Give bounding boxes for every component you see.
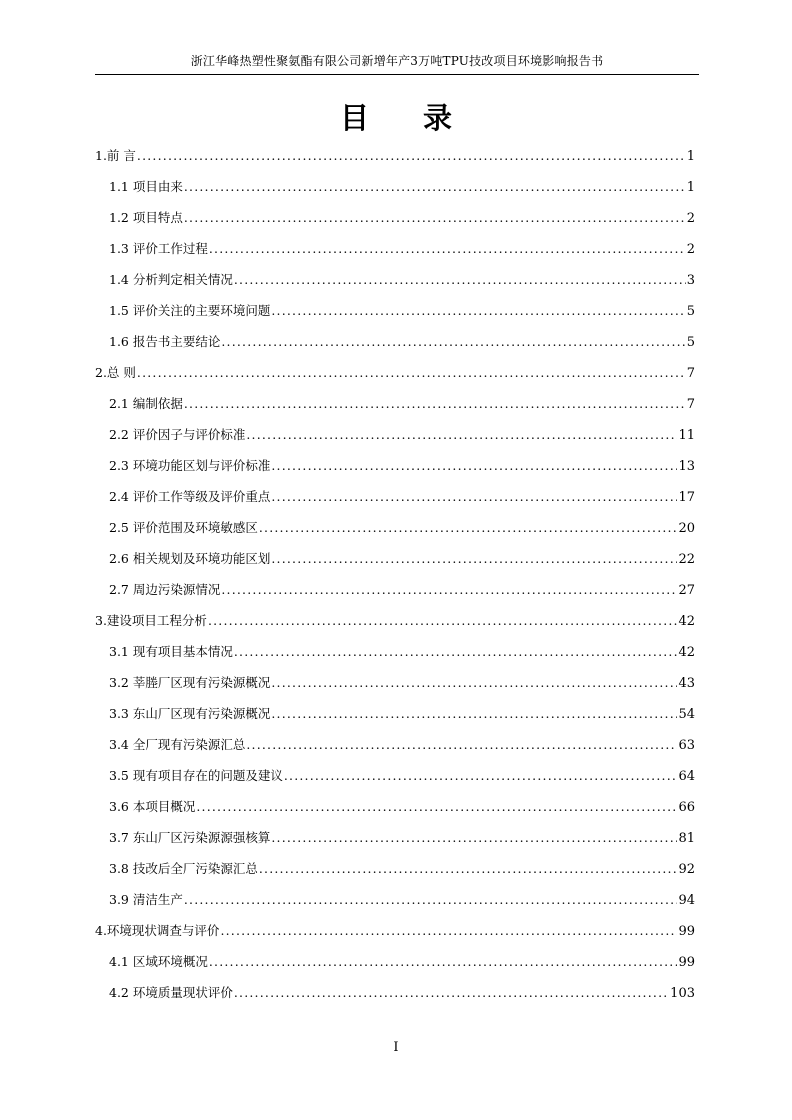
toc-entry-page: 7 bbox=[686, 366, 695, 381]
toc-entry[interactable] bbox=[95, 450, 695, 481]
toc-dot-leader bbox=[221, 574, 677, 605]
toc-entry-label: 1.3 评价工作过程 bbox=[109, 241, 208, 256]
toc-entry[interactable] bbox=[95, 915, 695, 946]
toc-dot-leader bbox=[246, 729, 677, 760]
toc-entry-page: 42 bbox=[678, 645, 695, 660]
header-divider bbox=[95, 74, 699, 75]
toc-entry-label: 2.2 评价因子与评价标准 bbox=[109, 427, 246, 442]
toc-entry[interactable] bbox=[95, 946, 695, 977]
toc-dot-leader bbox=[271, 295, 685, 326]
toc-entry-label: 2.3 环境功能区划与评价标准 bbox=[109, 458, 271, 473]
toc-dot-leader bbox=[271, 543, 677, 574]
toc-entry-page: 3 bbox=[686, 273, 695, 288]
toc-dot-leader bbox=[234, 977, 669, 1008]
toc-dot-leader bbox=[209, 946, 678, 977]
toc-dot-leader bbox=[184, 884, 678, 915]
toc-entry[interactable] bbox=[95, 481, 695, 512]
toc-entry-page: 63 bbox=[678, 738, 695, 753]
toc-entry-page: 43 bbox=[678, 676, 695, 691]
toc-entry[interactable] bbox=[95, 977, 695, 1008]
toc-entry-page: 99 bbox=[678, 924, 695, 939]
toc-entry-page: 1 bbox=[686, 180, 695, 195]
toc-entry[interactable] bbox=[95, 822, 695, 853]
toc-dot-leader bbox=[271, 822, 677, 853]
toc-dot-leader bbox=[137, 140, 686, 171]
toc-entry-label: 3.9 清洁生产 bbox=[109, 892, 183, 907]
toc-dot-leader bbox=[196, 791, 677, 822]
toc-entry-label: 2.4 评价工作等级及评价重点 bbox=[109, 489, 271, 504]
toc-entry-label: 3.4 全厂现有污染源汇总 bbox=[109, 737, 246, 752]
toc-dot-leader bbox=[221, 326, 685, 357]
toc-entry-page: 20 bbox=[678, 521, 695, 536]
toc-entry-page: 42 bbox=[678, 614, 695, 629]
toc-entry-label: 1.前 言 bbox=[95, 148, 136, 163]
toc-entry[interactable] bbox=[95, 729, 695, 760]
toc-entry[interactable] bbox=[95, 853, 695, 884]
toc-entry[interactable] bbox=[95, 698, 695, 729]
toc-entry[interactable] bbox=[95, 760, 695, 791]
toc-entry-page: 2 bbox=[686, 242, 695, 257]
toc-entry-label: 2.1 编制依据 bbox=[109, 396, 183, 411]
toc-entry-page: 103 bbox=[670, 986, 695, 1001]
toc-entry[interactable] bbox=[95, 388, 695, 419]
toc-dot-leader bbox=[234, 264, 686, 295]
toc-entry-label: 2.5 评价范围及环境敏感区 bbox=[109, 520, 258, 535]
toc-dot-leader bbox=[208, 605, 678, 636]
page-number: I bbox=[393, 1040, 399, 1055]
toc-entry[interactable] bbox=[95, 326, 695, 357]
toc-entry-page: 22 bbox=[678, 552, 695, 567]
toc-dot-leader bbox=[271, 667, 677, 698]
toc-entry[interactable] bbox=[95, 233, 695, 264]
toc-entry[interactable] bbox=[95, 636, 695, 667]
toc-dot-leader bbox=[209, 233, 686, 264]
toc-dot-leader bbox=[137, 357, 686, 388]
toc-entry-label: 2.6 相关规划及环境功能区划 bbox=[109, 551, 271, 566]
toc-dot-leader bbox=[246, 419, 677, 450]
toc-entry[interactable] bbox=[95, 140, 695, 171]
toc-entry-page: 64 bbox=[678, 769, 695, 784]
toc-entry-page: 92 bbox=[678, 862, 695, 877]
toc-entry-page: 81 bbox=[678, 831, 695, 846]
toc-entry-page: 66 bbox=[678, 800, 695, 815]
toc-entry[interactable] bbox=[95, 512, 695, 543]
toc-entry[interactable] bbox=[95, 574, 695, 605]
toc-dot-leader bbox=[284, 760, 678, 791]
toc-entry[interactable] bbox=[95, 295, 695, 326]
toc-entry-label: 1.6 报告书主要结论 bbox=[109, 334, 221, 349]
toc-entry-page: 54 bbox=[678, 707, 695, 722]
toc-entry-label: 3.2 莘塍厂区现有污染源概况 bbox=[109, 675, 271, 690]
toc-entry-label: 3.8 技改后全厂污染源汇总 bbox=[109, 861, 258, 876]
toc-entry[interactable] bbox=[95, 202, 695, 233]
toc-entry-label: 2.7 周边污染源情况 bbox=[109, 582, 221, 597]
toc-dot-leader bbox=[184, 388, 686, 419]
toc-entry[interactable] bbox=[95, 791, 695, 822]
toc-entry[interactable] bbox=[95, 605, 695, 636]
toc-entry-page: 5 bbox=[686, 304, 695, 319]
toc-entry-label: 4.1 区域环境概况 bbox=[109, 954, 208, 969]
toc-entry-label: 3.6 本项目概况 bbox=[109, 799, 196, 814]
toc-dot-leader bbox=[184, 171, 686, 202]
toc-entry-label: 1.1 项目由来 bbox=[109, 179, 183, 194]
toc-entry[interactable] bbox=[95, 171, 695, 202]
toc-entry-page: 99 bbox=[678, 955, 695, 970]
running-header: 浙江华峰热塑性聚氨酯有限公司新增年产3万吨TPU技改项目环境影响报告书 bbox=[190, 54, 604, 68]
toc-entry-label: 3.建设项目工程分析 bbox=[95, 613, 207, 628]
toc-entry-page: 2 bbox=[686, 211, 695, 226]
toc-dot-leader bbox=[184, 202, 686, 233]
toc-entry[interactable] bbox=[95, 543, 695, 574]
toc-entry-label: 3.3 东山厂区现有污染源概况 bbox=[109, 706, 271, 721]
toc-entry-label: 2.总 则 bbox=[95, 365, 136, 380]
toc-dot-leader bbox=[234, 636, 678, 667]
toc-dot-leader bbox=[259, 512, 678, 543]
toc-entry-label: 3.7 东山厂区污染源源强核算 bbox=[109, 830, 271, 845]
toc-entry-label: 3.1 现有项目基本情况 bbox=[109, 644, 233, 659]
toc-entry-label: 4.环境现状调查与评价 bbox=[95, 923, 220, 938]
toc-dot-leader bbox=[271, 481, 677, 512]
toc-entry-page: 94 bbox=[678, 893, 695, 908]
toc-dot-leader bbox=[220, 915, 677, 946]
toc-dot-leader bbox=[271, 698, 677, 729]
toc-entry[interactable] bbox=[95, 419, 695, 450]
toc-entry[interactable] bbox=[95, 667, 695, 698]
toc-entry[interactable] bbox=[95, 884, 695, 915]
toc-entry-label: 1.4 分析判定相关情况 bbox=[109, 272, 233, 287]
toc-entry-page: 17 bbox=[678, 490, 695, 505]
toc-entry-page: 1 bbox=[686, 149, 695, 164]
toc-entry-page: 5 bbox=[686, 335, 695, 350]
toc-entry-label: 1.2 项目特点 bbox=[109, 210, 183, 225]
toc-entry[interactable] bbox=[95, 264, 695, 295]
table-of-contents bbox=[95, 140, 695, 1008]
toc-entry[interactable] bbox=[95, 357, 695, 388]
toc-entry-label: 3.5 现有项目存在的问题及建议 bbox=[109, 768, 283, 783]
toc-entry-label: 1.5 评价关注的主要环境问题 bbox=[109, 303, 271, 318]
toc-dot-leader bbox=[271, 450, 677, 481]
toc-entry-label: 4.2 环境质量现状评价 bbox=[109, 985, 233, 1000]
toc-entry-page: 13 bbox=[678, 459, 695, 474]
toc-title: 目 录 bbox=[339, 101, 453, 135]
toc-entry-page: 7 bbox=[686, 397, 695, 412]
toc-entry-page: 11 bbox=[678, 428, 695, 443]
toc-entry-page: 27 bbox=[678, 583, 695, 598]
toc-dot-leader bbox=[259, 853, 678, 884]
